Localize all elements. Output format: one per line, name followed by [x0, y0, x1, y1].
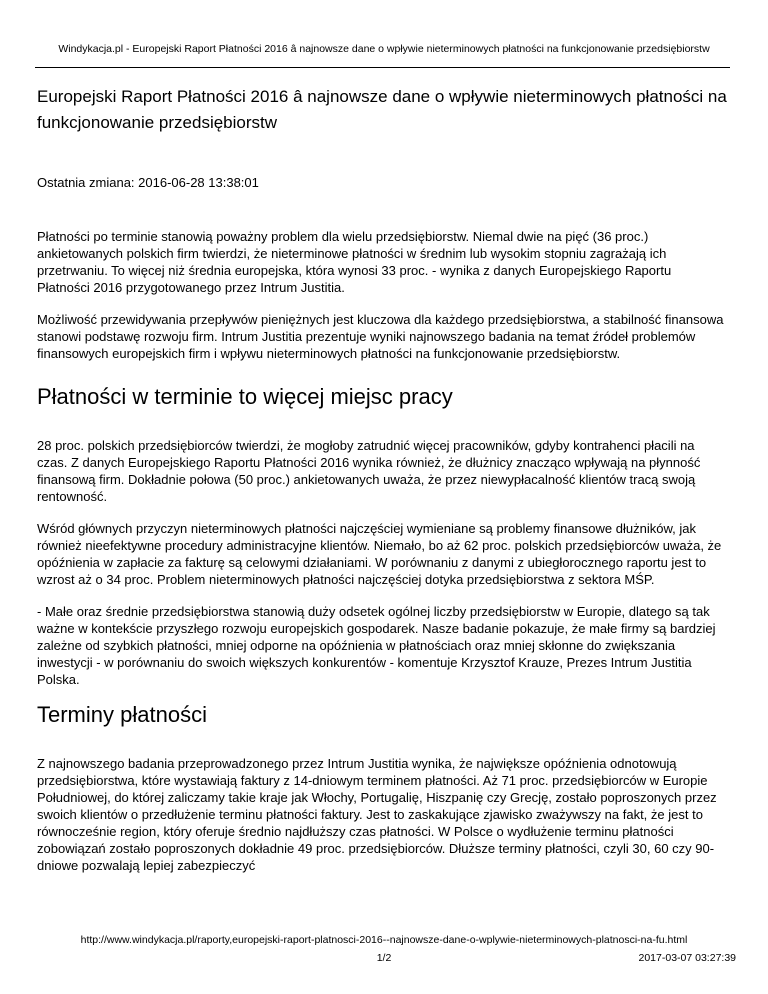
- footer-url: http://www.windykacja.pl/raporty,europejski-raport-platnosci-2016--najnowsze-dane-o-wplywie-nieterminowych-platnosci-na-fu.html: [80, 934, 688, 946]
- section1-paragraph-1: 28 proc. polskich przedsiębiorców twierdzi, że mogłoby zatrudnić więcej pracowników, gdyby kontrahenci płacili na czas. Z danych Europejskiego Raportu Płatności 2016 wynika również, że dłużnicy znacząco wpływają na płynność finansową firm. Dokładnie połowa (50 proc.) ankietowanych uważa, że przez niewypłacalność klientów tracą swoją rentowność.: [37, 438, 701, 504]
- print-timestamp: 2017-03-07 03:27:39: [638, 952, 736, 964]
- section-heading-payment-terms: Terminy płatności: [37, 702, 207, 727]
- running-header: Windykacja.pl - Europejski Raport Płatności 2016 â najnowsze dane o wpływie nieterminowych płatności na funkcjonowanie przedsiębiorstw: [58, 43, 710, 55]
- section2-paragraph-1: Z najnowszego badania przeprowadzonego przez Intrum Justitia wynika, że największe opóźnienia odnotowują przedsiębiorstwa, które wystawiają faktury z 14-dniowym terminem płatności. Aż 71 proc. przedsiębiorców w Europie Południowej, do której zaliczamy takie kraje jak Włochy, Portugalię, Hiszpanię czy Grecję, zostało poproszonych przez swoich klientów o przedłużenie terminu płatności faktury. Jest to zaskakujące zjawisko zważywszy na fakt, że jest to równocześnie region, który oferuje średnio najdłuższy czas płatności. W Polsce o wydłużenie terminu płatności zobowiązań zostało poproszonych dokładnie 49 proc. przedsiębiorców. Dłuższe terminy płatności, czyli 30, 60 czy 90-dniowe pozwalają lepiej zabezpieczyć: [37, 756, 717, 873]
- footer-row: [0, 951, 768, 967]
- intro-paragraph-2: Możliwość przewidywania przepływów pieniężnych jest kluczowa dla każdego przedsiębiorstwa, a stabilność finansowa stanowi podstawę rozwoju firm. Intrum Justitia prezentuje wyniki najnowszego badania na temat źródeł problemów finansowych europejskich firm i wpływu nieterminowych płatności na funkcjonowanie przedsiębiorstw.: [37, 312, 724, 361]
- section1-paragraph-3: - Małe oraz średnie przedsiębiorstwa stanowią duży odsetek ogólnej liczby przedsiębiorstw w Europie, dlatego są tak ważne w kontekście przyszłego rozwoju europejskich gospodarek. Nasze badanie pokazuje, że małe firmy są bardziej zależne od szybkich płatności, mniej odporne na opóźnienia w płatnościach oraz mniej skłonne do zwiększania inwestycji - w porównaniu do swoich większych konkurentów - komentuje Krzysztof Krauze, Prezes Intrum Justitia Polska.: [37, 604, 716, 687]
- section1-paragraph-2: Wśród głównych przyczyn nieterminowych płatności najczęściej wymieniane są problemy finansowe dłużników, jak również nieefektywne procedury administracyjne klientów. Niemało, bo aż 62 proc. polskich przedsiębiorców uważa, że opóźnienia w zapłacie za fakturę są celowymi działaniami. W porównaniu z danymi z ubiegłorocznego raportu jest to wzrost aż o 34 proc. Problem nieterminowych płatności najczęściej dotyka przedsiębiorstwa z sektora MŚP.: [37, 521, 722, 587]
- article-body: [37, 83, 727, 874]
- page-number: 1/2: [376, 952, 392, 964]
- page-footer: [0, 933, 768, 967]
- article-title: Europejski Raport Płatności 2016 â najnowsze dane o wpływie nieterminowych płatności na funkcjonowanie przedsiębiorstw: [37, 87, 727, 132]
- intro-paragraph-1: Płatności po terminie stanowią poważny problem dla wielu przedsiębiorstw. Niemal dwie na pięć (36 proc.) ankietowanych polskich firm twierdzi, że nieterminowe płatności w średnim lub wysokim stopniu zagrażają ich przetrwaniu. To więcej niż średnia europejska, która wynosi 33 proc. - wynika z danych Europejskiego Raportu Płatności 2016 przygotowanego przez Intrum Justitia.: [37, 229, 672, 295]
- header-divider: [35, 67, 730, 68]
- section-heading-jobs: Płatności w terminie to więcej miejsc pracy: [37, 384, 453, 409]
- last-modified: Ostatnia zmiana: 2016-06-28 13:38:01: [37, 175, 259, 190]
